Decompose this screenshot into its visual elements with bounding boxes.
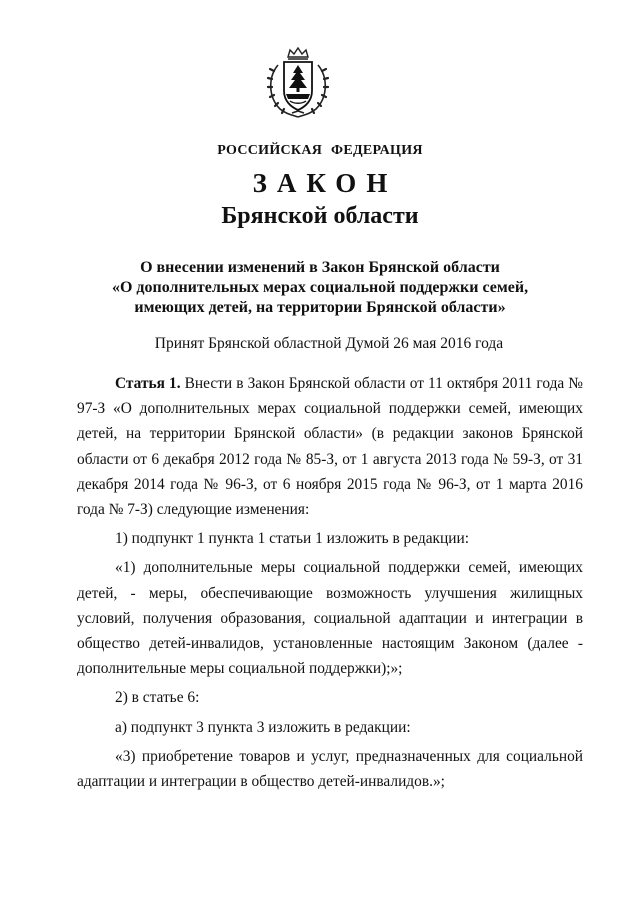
region-title: Брянской области xyxy=(221,203,419,229)
article-number: Статья 1. xyxy=(115,375,181,392)
federation-heading: РОССИЙСКАЯ ФЕДЕРАЦИЯ xyxy=(217,143,423,158)
article-item: 1) подпункт 1 пункта 1 статьи 1 изложить в редакции: xyxy=(115,530,470,548)
law-body xyxy=(77,371,583,794)
article-item: «3) приобретение товаров и услуг, предназначенных для социальной адаптации и интеграции в общество детей-инвалидов.»; xyxy=(77,747,583,791)
subject-line: О внесении изменений в Закон Брянской области xyxy=(140,259,500,276)
law-title: ЗАКОН xyxy=(252,168,398,198)
article-item: а) подпункт 3 пункта 3 изложить в редакции: xyxy=(115,718,411,736)
article-intro: Внести в Закон Брянской области от 11 октября 2011 года № 97-З «О дополнительных мерах социальной поддержки семей, имеющих детей, на территории Брянской области» (в редакции законов Брянской области от 6 декабря 2012 года № 85-З, от 1 августа 2013 года № 59-З, от 31 декабря 2014 года № 96-З, от 6 ноября 2015 года № 96-З, от 1 марта 2016 года № 7-З) следующие изменения: xyxy=(77,375,583,519)
article-item: «1) дополнительные меры социальной поддержки семей, имеющих детей, - меры, обеспечивающие возможность улучшения жилищных условий, получения образования, социальной адаптации и интеграции в общество детей-инвалидов, установленные настоящим Законом (далее - дополнительные меры социальной поддержки);»; xyxy=(77,559,583,678)
subject-line: имеющих детей, на территории Брянской области» xyxy=(134,299,506,316)
adoption-note: Принят Брянской областной Думой 26 мая 2016 года xyxy=(154,335,504,352)
bryansk-coat-of-arms-emblem xyxy=(266,47,330,119)
article-item: 2) в статье 6: xyxy=(115,689,200,707)
law-subject-title xyxy=(0,258,640,318)
article-paragraph xyxy=(77,371,583,522)
subject-line: «О дополнительных мерах социальной поддержки семей, xyxy=(111,279,529,296)
